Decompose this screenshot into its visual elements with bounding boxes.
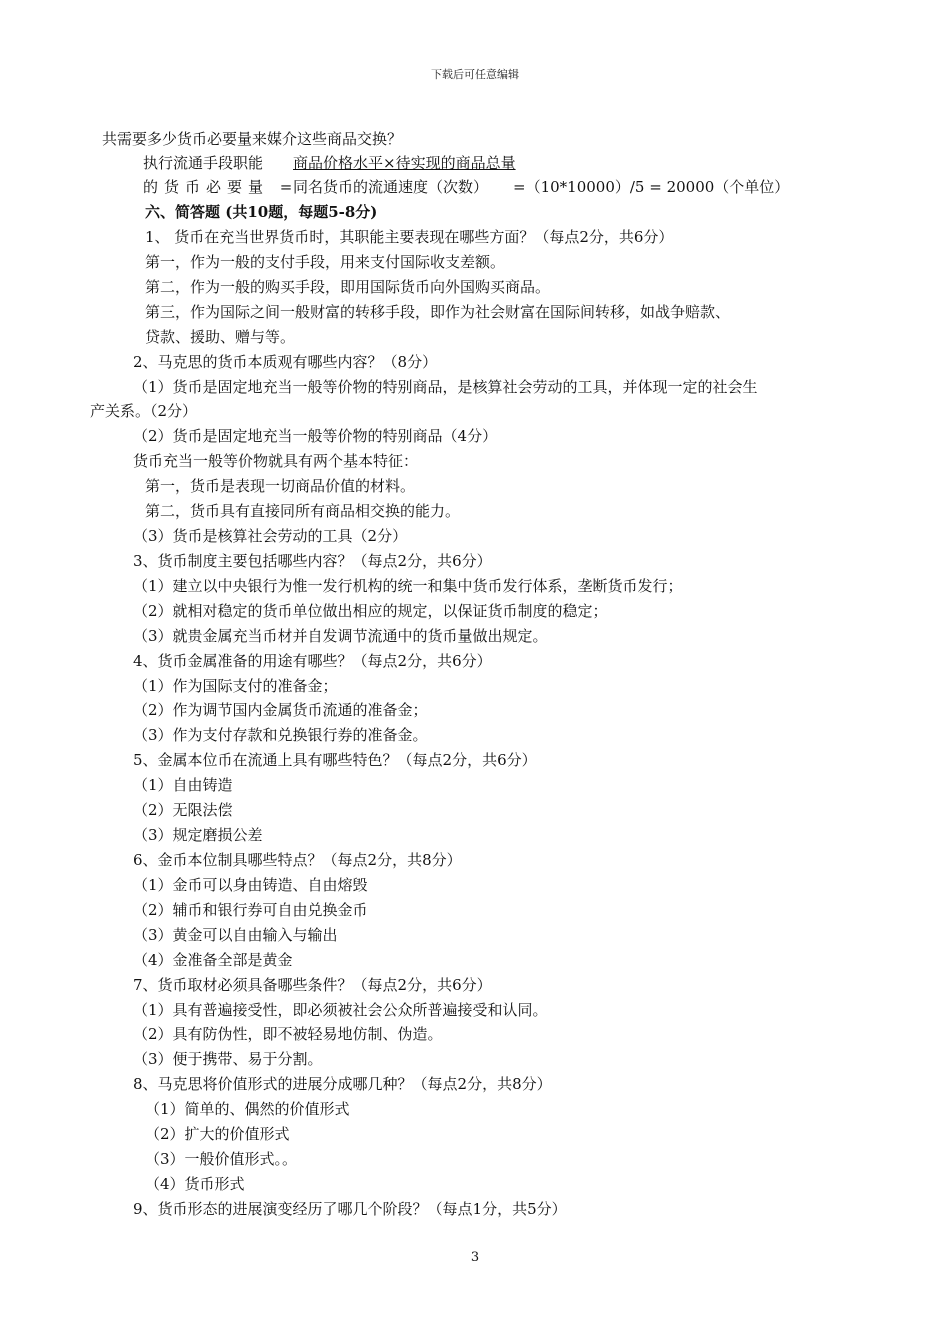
text-line: 第一，作为一般的支付手段，用来支付国际收支差额。 [145,253,506,271]
text-line: 第三，作为国际之间一般财富的转移手段，即作为社会财富在国际间转移，如战争赔款、 [145,303,731,321]
text-line: （1）建立以中央银行为惟一发行机构的统一和集中货币发行体系，垄断货币发行； [133,577,683,595]
text-line: 6、金币本位制具哪些特点？（每点2分，共8分） [133,851,462,869]
section-title: 六、简答题 (共10题，每题5-8分) [145,203,378,221]
text-line: （1）简单的、偶然的价值形式 [145,1100,350,1118]
formula-denominator: 同名货币的流通速度（次数） [293,178,489,196]
text-line: 3、货币制度主要包括哪些内容？（每点2分，共6分） [133,552,492,570]
text-line: 8、马克思将价值形式的进展分成哪几种？（每点2分，共8分） [133,1075,552,1093]
text-line: （3）便于携带、易于分割。 [133,1050,323,1068]
text-line: （2）扩大的价值形式 [145,1125,290,1143]
formula-label-line2: 的货币必要量 = [143,178,299,196]
text-line: 1、 货币在充当世界货币时，其职能主要表现在哪些方面？（每点2分，共6分） [145,228,674,246]
formula-numerator: 商品价格水平×待实现的商品总量 [293,154,516,172]
formula-result: =（10*10000）/5 = 20000（个单位） [513,178,790,196]
text-line: （1）作为国际支付的准备金； [133,677,338,695]
page-number: 3 [470,1250,480,1265]
text-line: （4）货币形式 [145,1175,245,1193]
text-line: （3）货币是核算社会劳动的工具（2分） [133,527,408,545]
text-line: （1）金币可以身由铸造、自由熔毁 [133,876,368,894]
text-line: 第二，货币具有直接同所有商品相交换的能力。 [145,502,461,520]
text-line: 贷款、援助、赠与等。 [145,328,296,346]
text-line: （2）具有防伪性，即不被轻易地仿制、伪造。 [133,1025,443,1043]
formula-label-line1: 执行流通手段职能 [143,154,264,172]
text-line: 4、货币金属准备的用途有哪些？（每点2分，共6分） [133,652,492,670]
text-line: 产关系。（2分） [90,402,198,420]
text-line: （2）无限法偿 [133,801,233,819]
text-line: （3）一般价值形式。。 [145,1150,298,1168]
text-line: （2）作为调节国内金属货币流通的准备金； [133,701,428,719]
text-line: 5、金属本位币在流通上具有哪些特色？（每点2分，共6分） [133,751,537,769]
text-line: （1）具有普遍接受性，即必须被社会公众所普遍接受和认同。 [133,1001,548,1019]
text-line: 2、马克思的货币本质观有哪些内容？（8分） [133,353,438,371]
text-line: （4）金准备全部是黄金 [133,951,293,969]
text-line: （1）货币是固定地充当一般等价物的特别商品，是核算社会劳动的工具，并体现一定的社会生 [133,378,758,396]
text-line: （3）作为支付存款和兑换银行券的准备金。 [133,726,428,744]
text-line: 货币充当一般等价物就具有两个基本特征： [133,452,419,470]
intro-question: 共需要多少货币必要量来媒介这些商品交换？ [102,130,403,148]
text-line: （3）规定磨损公差 [133,826,263,844]
text-line: （2）辅币和银行券可自由兑换金币 [133,901,368,919]
text-line: （2）就相对稳定的货币单位做出相应的规定，以保证货币制度的稳定； [133,602,608,620]
text-line: （3）就贵金属充当币材并自发调节流通中的货币量做出规定。 [133,627,548,645]
text-line: （1）自由铸造 [133,776,233,794]
text-line: （3）黄金可以自由输入与输出 [133,926,338,944]
page-header: 下载后可任意编辑 [431,68,519,81]
text-line: （2）货币是固定地充当一般等价物的特别商品（4分） [133,427,498,445]
text-line: 9、货币形态的进展演变经历了哪几个阶段？（每点1分，共5分） [133,1200,567,1218]
text-line: 第一，货币是表现一切商品价值的材料。 [145,477,416,495]
text-line: 7、货币取材必须具备哪些条件？（每点2分，共6分） [133,976,492,994]
text-line: 第二，作为一般的购买手段，即用国际货币向外国购买商品。 [145,278,551,296]
